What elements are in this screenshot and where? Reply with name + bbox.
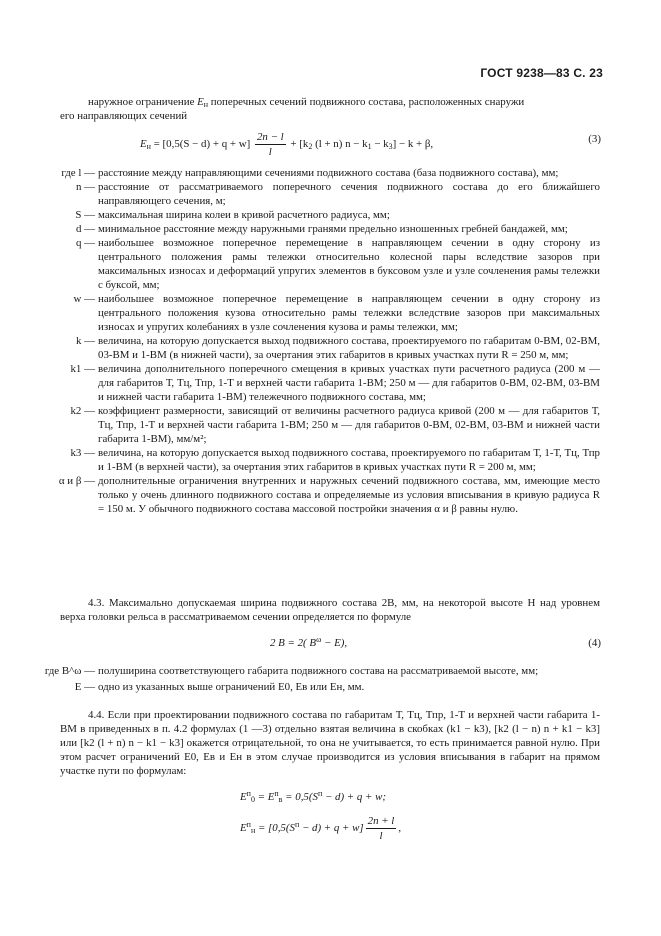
legend-item: [34, 180, 600, 208]
formula-en-mid: − d) + q + w]: [299, 822, 364, 834]
formula-3-k1-sub: 1: [367, 142, 372, 151]
legend-item: [34, 404, 600, 446]
formula-3-k2-sub: 2: [308, 142, 313, 151]
formula-e0-rhs-sup: п: [317, 789, 323, 798]
legend-definition: минимальное расстояние между наружными гранями предельно изношенных гребней бандажей, мм;: [98, 223, 568, 235]
legend-item: [34, 680, 600, 694]
legend-definition: наибольшее возможное поперечное перемещение в направляющем сечении в одну сторону из центрального положения рамы тележки относительно колесной пары вследствие зазоров при максимальных износах и деформаций упругих элементов в буксовом узле и узле сочленения рамы тележки с буксой, мм;: [98, 237, 600, 291]
formula-e0-lhs-sup: п: [246, 789, 251, 798]
formula-e0-lhs: E: [240, 791, 247, 803]
legend-symbol: k2 —: [70, 405, 95, 417]
formula-en-rhs: = [0,5(S: [255, 822, 295, 834]
formula-4-sup: ω: [316, 635, 322, 644]
intro-text-cont: поперечных сечений подвижного состава, расположенных снаружи: [208, 96, 525, 108]
legend-item: [34, 236, 600, 292]
legend-symbol: d —: [75, 223, 95, 235]
legend-item: [34, 362, 600, 404]
legend-item: [34, 208, 600, 222]
legend-symbol: n —: [75, 181, 95, 193]
intro-line2: его направляющих сечений: [60, 110, 188, 122]
legend-symbol: S —: [75, 209, 95, 221]
page-header: ГОСТ 9238—83 С. 23: [480, 66, 603, 80]
intro-text: наружное ограничение: [88, 96, 198, 108]
legend-symbol: где B^ω —: [44, 665, 95, 677]
formula-3: [140, 130, 433, 159]
legend-definition: одно из указанных выше ограничений E0, Eв или Eн, мм.: [98, 681, 365, 693]
formula-e0-tail: − d) + q + w;: [322, 791, 387, 803]
formula-4-tail: − E),: [321, 637, 348, 649]
legend-definition: дополнительные ограничения внутренних и наружных сечений подвижного состава, мм, имеющие место только у очень длинного подвижного состава и определяемые из условия вписывания в кривую радиуса R = 150 м. У обычного подвижного состава массовой постройки значения α и β равны нулю.: [98, 475, 600, 515]
legend-symbol: k3 —: [70, 447, 95, 459]
section-4-4: [60, 708, 600, 778]
formula-3-number: (3): [588, 133, 601, 145]
formula-e0: [240, 790, 386, 804]
formula-4: [270, 636, 347, 650]
legend-symbol: α и β —: [58, 475, 95, 487]
section-4-4-text: 4.4. Если при проектировании подвижного состава по габаритам Т, Тц, Тпр, 1-Т и верхней части габарита 1-ВМ в приведенных в п. 4.2 формулах (1 —3) отдельно взятая величина в скобках (k1 − k3), [k2 (l − n) n + k1 − k3] или [k2 (l + n) n − k1 − k3] окажется отрицательной, то она не учитывается, то есть принимается равной нулю. При этом расчет ограничений E0, Eв и Eн в этом случае производится из условия вписывания в габарит на прямом участке пути по формулам:: [60, 709, 600, 777]
legend-list: [34, 166, 600, 516]
intro-paragraph: [60, 95, 600, 123]
formula-3-k3-sub: 3: [388, 142, 393, 151]
formula-3-part2: + [k: [287, 138, 309, 150]
legend-item: [34, 222, 600, 236]
formula-3-fraction: [255, 130, 286, 159]
legend-symbol: где l —: [61, 167, 95, 179]
formula-en-rhs-sup: п: [294, 820, 300, 829]
legend-definition: полуширина соответствующего габарита подвижного состава на рассматриваемой высоте, мм;: [98, 665, 539, 677]
formula-3-frac-den: l: [268, 146, 272, 158]
formula-3-part5: ] − k + β,: [392, 138, 434, 150]
legend-symbol: E —: [74, 681, 95, 693]
legend-definition: величина, на которую допускается выход подвижного состава, проектируемого по габаритам Т, 1-Т, Тц, Тпр и 1-ВМ (в верхней части), за очертания этих габаритов в кривых участках пути R = 200 м, мм;: [98, 447, 600, 473]
legend-definition: наибольшее возможное поперечное перемещение в направляющем сечении в одну сторону из центрального положения кузова относительно рамы тележки вследствие зазоров при максимальных износах и упругих колебаниях в узле сочленения кузова и рамы тележки, мм;: [98, 293, 600, 333]
section-4-3: [60, 596, 600, 624]
formula-en-lhs-sup: п: [246, 820, 251, 829]
section-4-3-text: 4.3. Максимально допускаемая ширина подвижного состава 2B, мм, на некоторой высоте H над уровнем верха головки рельса в рассматриваемом сечении определяется по формуле: [60, 597, 600, 623]
legend-item: [34, 334, 600, 362]
intro-symbol: E: [197, 96, 204, 108]
formula-4-body: 2 B = 2( B: [270, 637, 317, 649]
formula-4-number: (4): [588, 637, 601, 649]
formula-en-tail: ,: [398, 822, 402, 834]
formula-e0-mid-sup: п: [274, 789, 279, 798]
formula-en-frac-num: 2n + l: [367, 815, 395, 827]
formula-en-fraction: [366, 814, 397, 843]
legend-symbol: k —: [75, 335, 95, 347]
intro-symbol-sub: н: [203, 100, 209, 109]
formula-3-frac-num: 2n − l: [256, 131, 284, 143]
legend-symbol: k1 —: [70, 363, 95, 375]
formula-en-lhs: E: [240, 822, 247, 834]
formula-en: [240, 814, 401, 843]
formula-e0-mid-sub: в: [278, 795, 283, 804]
legend-item: [34, 446, 600, 474]
legend-definition: величина, на которую допускается выход подвижного состава, проектируемого по габаритам 0-ВМ, 02-ВМ, 03-ВМ и 1-ВМ (в нижней части), за очертания этих габаритов в кривых участках пути R = 250 м, мм;: [98, 335, 600, 361]
legend-definition: максимальная ширина колеи в кривой расчетного радиуса, мм;: [98, 209, 390, 221]
legend-definition: расстояние между направляющими сечениями подвижного состава (база подвижного состава), мм;: [98, 167, 559, 179]
legend-item: [34, 292, 600, 334]
formula-3-part4: − k: [371, 138, 389, 150]
formula-3-part1: = [0,5(S − d) + q + w]: [150, 138, 253, 150]
formula-e0-lhs-sub: 0: [250, 795, 255, 804]
formula-en-lhs-sub: н: [250, 826, 256, 835]
legend-definition: величина дополнительного поперечного смещения в кривых участках пути расчетного радиуса (200 м — для габаритов Т, Тц, Тпр, 1-Т и верхней части габарита 1-ВМ; 250 м — для габаритов 0-ВМ, 02-ВМ, 03-ВМ и нижней части габарита 1-ВМ) тележечного подвижного состава, мм;: [98, 363, 600, 403]
legend-definition: расстояние от рассматриваемого поперечного сечения подвижного состава до его ближайшего направляющего сечения, м;: [98, 181, 600, 207]
formula-e0-mid: = E: [254, 791, 275, 803]
legend-item: [34, 474, 600, 516]
legend-list-2: [34, 664, 600, 694]
formula-3-lhs-sub: н: [146, 142, 151, 151]
formula-en-frac-den: l: [379, 830, 383, 842]
legend-definition: коэффициент размерности, зависящий от величины расчетного радиуса кривой (200 м — для габаритов Т, Тц, Тпр, 1-Т и верхней части габарита 1-ВМ; 250 м — для габаритов 0-ВМ, 02-ВМ, 03-ВМ и нижней части габарита 1-ВМ), мм/м²;: [98, 405, 600, 445]
formula-e0-rhs: = 0,5(S: [282, 791, 318, 803]
legend-item: [34, 166, 600, 180]
legend-symbol: w —: [73, 293, 95, 305]
legend-item: [34, 664, 600, 678]
formula-3-lhs: E: [140, 138, 147, 150]
formula-3-part3: (l + n) n − k: [312, 138, 368, 150]
legend-symbol: q —: [75, 237, 95, 249]
